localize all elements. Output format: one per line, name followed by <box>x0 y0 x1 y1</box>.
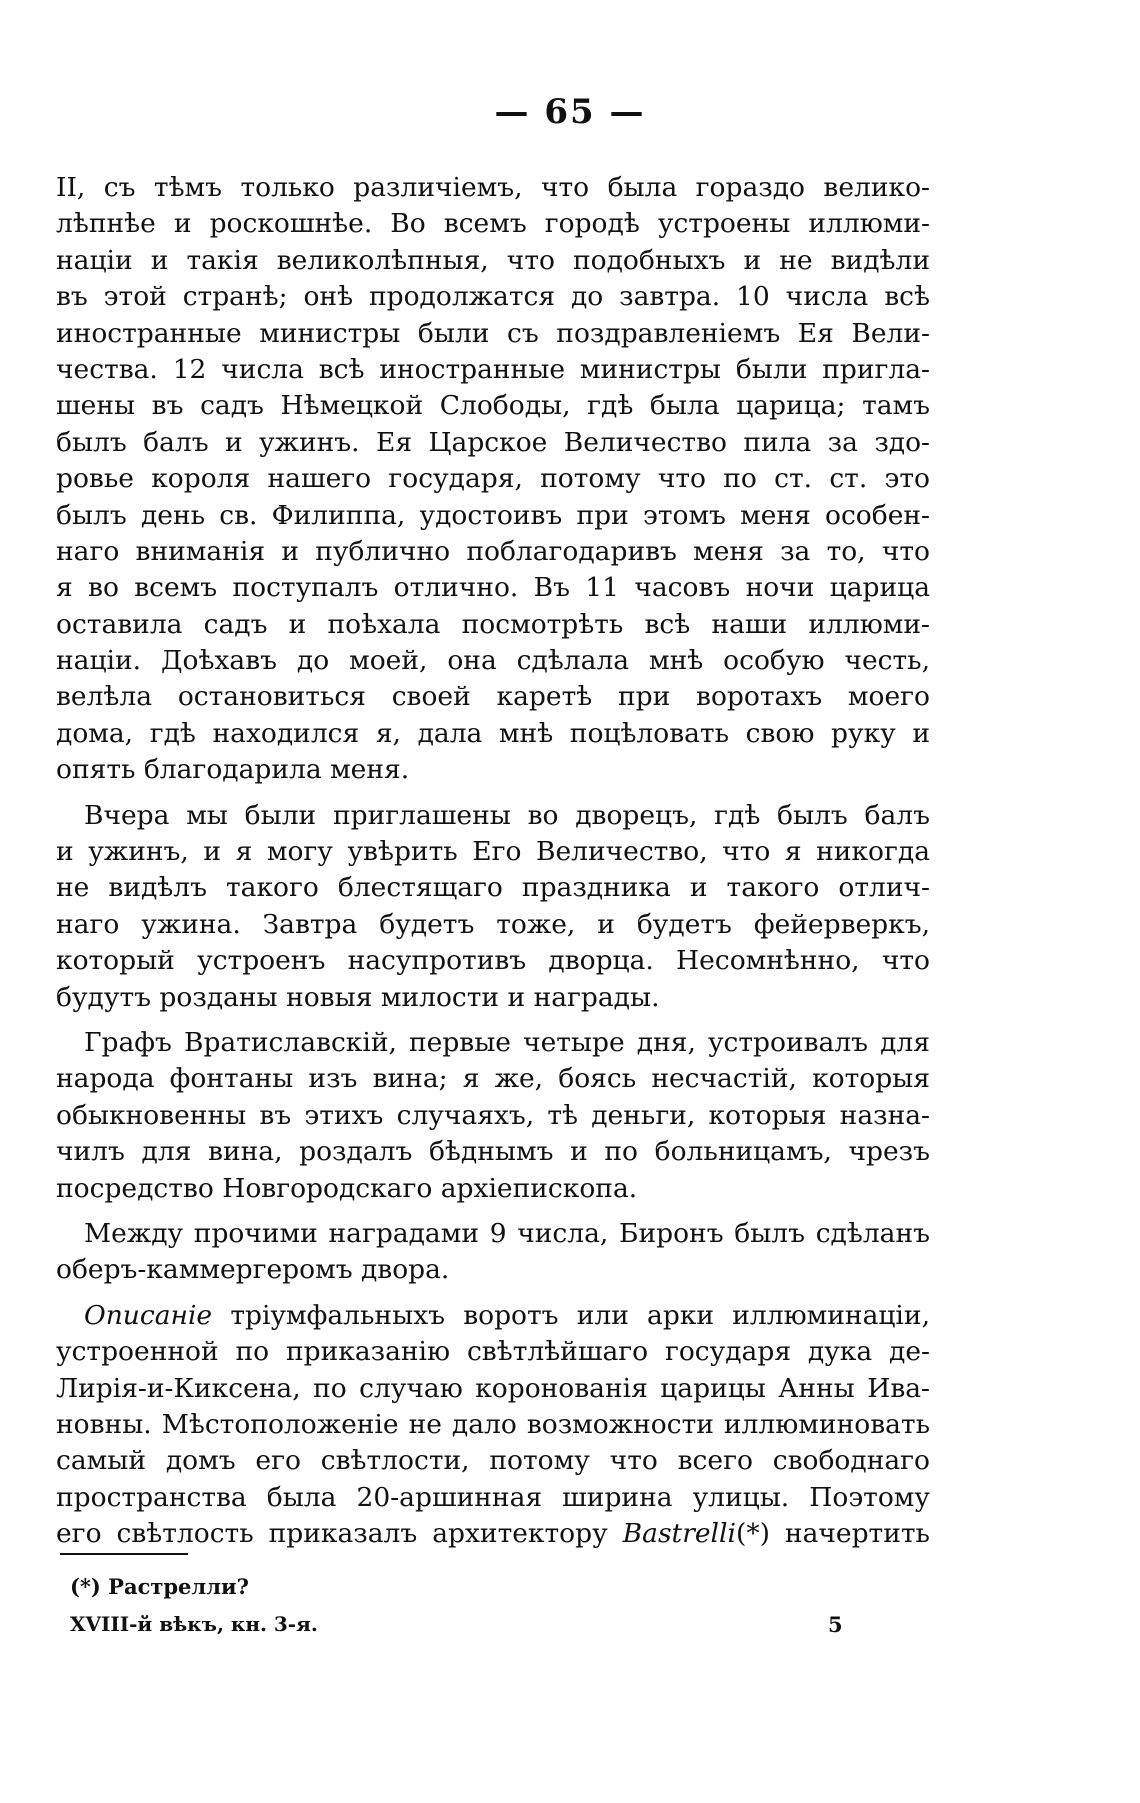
text-line: ровье короля нашего государя, потому что по ст. ст. это <box>56 463 930 495</box>
paragraph-1 <box>56 170 930 789</box>
text-line: націи и такія великолѣпныя, что подобныхъ и не видѣли <box>56 244 930 276</box>
text-line: II, съ тѣмъ только различіемъ, что была гораздо велико- <box>56 172 930 203</box>
footnote-rule <box>60 1553 188 1555</box>
text-line: Между прочими наградами 9 числа, Биронъ былъ сдѣланъ <box>84 1217 930 1249</box>
text-line: лѣпнѣе и роскошнѣе. Во всемъ городѣ устроены иллюми- <box>56 208 930 240</box>
text-line: оставила садъ и поѣхала посмотрѣть всѣ наши иллюми- <box>56 608 930 640</box>
text-fragment: тріумфальныхъ воротъ или арки иллюминаціи, <box>230 1299 930 1331</box>
text-line: націи. Доѣхавъ до моей, она сдѣлала мнѣ особую честь, <box>56 645 930 677</box>
text-line: Вчера мы были приглашены во дворецъ, гдѣ былъ балъ <box>84 799 930 831</box>
text-line: оберъ-каммергеромъ двора. <box>56 1254 450 1286</box>
text-line: и ужинъ, и я могу увѣрить Его Величество, что я никогда <box>56 836 930 868</box>
text-line: чества. 12 числа всѣ иностранные министры были пригла- <box>56 353 930 385</box>
italic-lead-word: Описаніе <box>84 1299 213 1331</box>
text-line: который устроенъ насупротивъ дворца. Несомнѣнно, что <box>56 945 930 977</box>
text-line: наго вниманія и публично поблагодаривъ меня за то, что <box>56 535 930 567</box>
body-text <box>56 170 930 1561</box>
text-line: Лирія-и-Киксена, по случаю коронованія царицы Анны Ива- <box>56 1372 930 1404</box>
italic-name: Bastrelli <box>622 1518 736 1550</box>
text-line: будутъ розданы новыя милости и награды. <box>56 981 660 1013</box>
paragraph-5 <box>56 1298 930 1553</box>
text-line: иностранные министры были съ поздравленіемъ Ея Вели- <box>56 317 930 349</box>
text-fragment: его свѣтлость приказалъ архитектору <box>56 1518 608 1550</box>
text-line: чилъ для вина, роздалъ бѣднымъ и по больницамъ, чрезъ <box>56 1136 930 1168</box>
text-line: велѣла остановиться своей каретѣ при воротахъ моего <box>56 681 930 713</box>
text-line: наго ужина. Завтра будетъ тоже, и будетъ фейерверкъ, <box>56 908 930 940</box>
footnote: (*) Растрелли? <box>70 1574 249 1599</box>
paragraph-3 <box>56 1025 930 1207</box>
text-line: обыкновенны въ этихъ случаяхъ, тѣ деньги, которыя назна- <box>56 1099 930 1131</box>
text-line: пространства была 20-аршинная ширина улицы. Поэтому <box>56 1481 930 1513</box>
text-line: шены въ садъ Нѣмецкой Слободы, гдѣ была царица; тамъ <box>56 390 930 422</box>
text-line: въ этой странѣ; онѣ продолжатся до завтра. 10 числа всѣ <box>56 281 930 313</box>
text-line: народа фонтаны изъ вина; я же, боясь несчастій, которыя <box>56 1063 930 1095</box>
sheet-number: 5 <box>828 1612 843 1637</box>
text-line <box>56 1298 930 1334</box>
text-line: посредство Новгородскаго архіепископа. <box>56 1172 638 1204</box>
signature-line: XVIII-й вѣкъ, кн. 3-я. <box>70 1612 318 1636</box>
text-line: не видѣлъ такого блестящаго праздника и такого отлич- <box>56 872 930 904</box>
text-line: былъ день св. Филиппа, удостоивъ при этомъ меня особен- <box>56 499 930 531</box>
text-line: опять благодарила меня. <box>56 754 410 786</box>
text-line: новны. Мѣстоположеніе не дало возможности иллюминовать <box>56 1408 930 1440</box>
text-line <box>56 1516 930 1552</box>
paragraph-4 <box>56 1216 930 1289</box>
text-line: Графъ Вратиславскій, первые четыре дня, устроивалъ для <box>84 1026 930 1058</box>
text-fragment: начертить <box>784 1518 930 1550</box>
text-line: устроенной по приказанію свѣтлѣйшаго государя дука де- <box>56 1336 930 1368</box>
text-line: дома, гдѣ находился я, дала мнѣ поцѣловать свою руку и <box>56 717 930 749</box>
footnote-mark: (*) <box>735 1518 770 1550</box>
paragraph-2 <box>56 798 930 1016</box>
text-line: я во всемъ поступалъ отлично. Въ 11 часовъ ночи царица <box>56 572 930 604</box>
page-number: — 65 — <box>494 92 646 132</box>
text-line: самый домъ его свѣтлости, потому что всего свободнаго <box>56 1445 930 1477</box>
text-line: былъ балъ и ужинъ. Ея Царское Величество пила за здо- <box>56 426 930 458</box>
